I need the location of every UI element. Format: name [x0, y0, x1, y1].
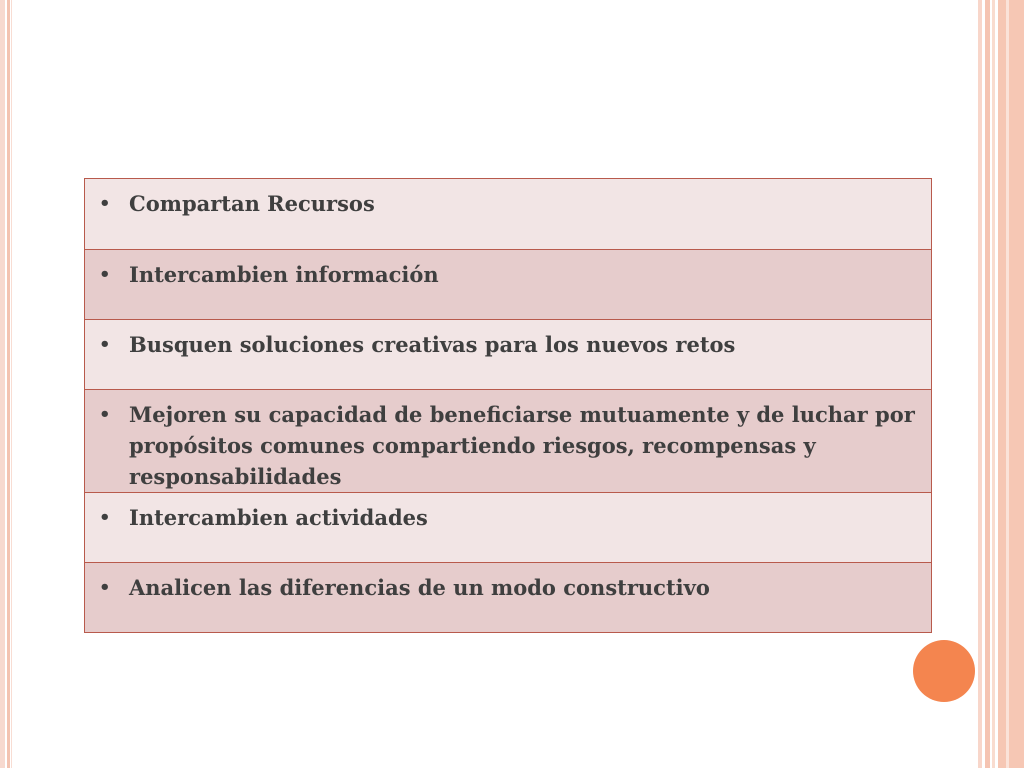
right-stripe — [985, 0, 990, 768]
left-stripe — [7, 0, 10, 768]
row-text: Busquen soluciones creativas para los nuevos retos — [129, 332, 736, 357]
right-stripe — [998, 0, 1024, 768]
bullet-icon: • — [99, 404, 111, 425]
orange-circle-icon — [913, 640, 975, 702]
table-row — [85, 249, 931, 319]
row-text: Analicen las diferencias de un modo constructivo — [129, 575, 710, 600]
row-text: Intercambien actividades — [129, 505, 428, 530]
left-stripe — [11, 0, 12, 768]
bullet-icon: • — [99, 334, 111, 355]
table-row — [85, 562, 931, 632]
table-row — [85, 389, 931, 492]
right-stripe — [978, 0, 982, 768]
table-row — [85, 319, 931, 389]
right-stripe — [992, 0, 995, 768]
row-text: Mejoren su capacidad de beneficiarse mutuamente y de luchar por propósitos comunes compartiendo riesgos, recompensas y responsabilidades — [129, 402, 915, 489]
bullet-icon: • — [99, 507, 111, 528]
bullet-icon: • — [99, 264, 111, 285]
bullet-icon: • — [99, 193, 111, 214]
bullet-table — [84, 178, 932, 633]
bullet-icon: • — [99, 577, 111, 598]
table-row — [85, 179, 931, 249]
table-row — [85, 492, 931, 562]
right-stripe — [1006, 0, 1009, 768]
left-stripe — [0, 0, 5, 768]
row-text: Intercambien información — [129, 262, 439, 287]
row-text: Compartan Recursos — [129, 191, 375, 216]
